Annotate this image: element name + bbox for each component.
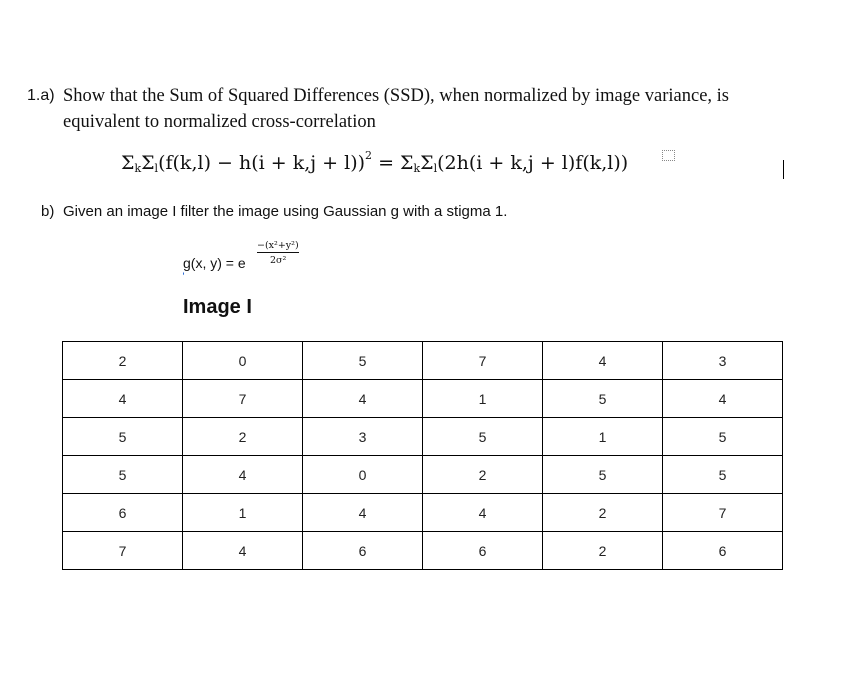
pixel-cell: 5	[543, 456, 663, 494]
pixel-cell: 5	[543, 380, 663, 418]
equals-sign: =	[372, 152, 401, 174]
ssd-lhs-exponent: 2	[365, 149, 373, 162]
pixel-cell: 6	[63, 494, 183, 532]
pixel-cell: 6	[663, 532, 783, 570]
pixel-cell: 4	[543, 342, 663, 380]
ssd-equation	[121, 149, 628, 175]
question-1a-number: 1.a)	[27, 87, 55, 104]
sigma-k-lhs-subscript: k	[134, 162, 142, 175]
gaussian-lhs: (x, y) = e	[190, 255, 246, 271]
pixel-cell: 4	[303, 494, 423, 532]
table-row	[63, 532, 783, 570]
sigma-l-lhs-subscript: l	[154, 162, 159, 175]
question-1a-text-line1: Show that the Sum of Squared Differences (SSD), when normalized by image variance, is	[63, 86, 729, 106]
gaussian-formula	[183, 255, 246, 271]
table-row	[63, 494, 783, 532]
sigma-k-lhs: Σ	[121, 152, 135, 174]
sigma-l-rhs-subscript: l	[433, 162, 438, 175]
pixel-cell: 2	[543, 532, 663, 570]
table-row	[63, 380, 783, 418]
image-grid-table	[62, 341, 783, 570]
sigma-l-lhs: Σ	[141, 152, 155, 174]
question-b-text: Given an image I filter the image using Gaussian g with a stigma 1.	[63, 203, 508, 220]
pixel-cell: 1	[183, 494, 303, 532]
pixel-cell: 5	[663, 418, 783, 456]
pixel-cell: 5	[63, 418, 183, 456]
pixel-cell: 4	[63, 380, 183, 418]
pixel-cell: 2	[423, 456, 543, 494]
pixel-cell: 2	[183, 418, 303, 456]
ssd-lhs-body: (f(k,l) − h(i + k,j + l))	[158, 152, 366, 174]
sigma-l-rhs: Σ	[420, 152, 434, 174]
pixel-cell: 5	[63, 456, 183, 494]
pixel-cell: 4	[423, 494, 543, 532]
text-cursor	[783, 160, 784, 179]
table-row	[63, 456, 783, 494]
gaussian-exponent-denominator: 2σ²	[270, 255, 287, 266]
pixel-cell: 4	[303, 380, 423, 418]
pixel-cell: 5	[423, 418, 543, 456]
pixel-cell: 7	[63, 532, 183, 570]
pixel-cell: 2	[543, 494, 663, 532]
pixel-cell: 5	[303, 342, 423, 380]
pixel-cell: 0	[183, 342, 303, 380]
sigma-k-rhs: Σ	[400, 152, 414, 174]
pixel-cell: 6	[303, 532, 423, 570]
sigma-k-rhs-subscript: k	[413, 162, 421, 175]
pixel-cell: 4	[183, 532, 303, 570]
ssd-rhs-body: (2h(i + k,j + l)f(k,l))	[437, 152, 629, 174]
pixel-cell: 2	[63, 342, 183, 380]
pixel-cell: 1	[543, 418, 663, 456]
pixel-cell: 7	[423, 342, 543, 380]
pixel-cell: 3	[663, 342, 783, 380]
pixel-cell: 7	[183, 380, 303, 418]
pixel-cell: 1	[423, 380, 543, 418]
question-b-label: b)	[41, 203, 55, 220]
pixel-cell: 6	[423, 532, 543, 570]
pixel-cell: 4	[663, 380, 783, 418]
equation-placeholder-box[interactable]	[662, 150, 675, 161]
image-title: Image I	[183, 296, 252, 318]
pixel-cell: 3	[303, 418, 423, 456]
table-row	[63, 342, 783, 380]
question-1a-text-line2: equivalent to normalized cross-correlation	[63, 112, 376, 132]
pixel-cell: 4	[183, 456, 303, 494]
gaussian-function-name: g	[183, 255, 191, 271]
table-row	[63, 418, 783, 456]
pixel-cell: 7	[663, 494, 783, 532]
pixel-cell: 0	[303, 456, 423, 494]
gaussian-exponent-numerator: −(x²+y²)	[257, 240, 299, 251]
pixel-cell: 5	[663, 456, 783, 494]
